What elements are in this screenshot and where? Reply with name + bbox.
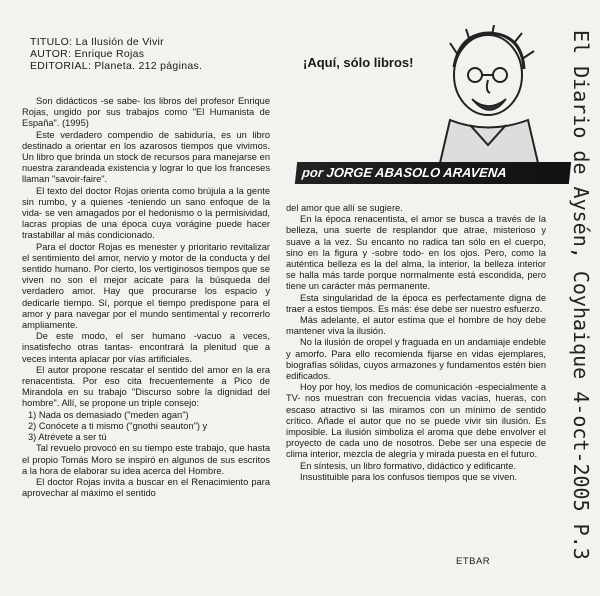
- paragraph: del amor que allí se sugiere.: [286, 203, 403, 213]
- paragraph: Hoy por hoy, los medios de comunicación -especialmente a TV- nos muestran con frecuencia vidas vacías, hueras, con escaso atractivo si las miramos con un mínimo de sentido crítico. Añade el autor que no se puede vivir sin ilusión. Es imposible. La ilusión simboliza el aroma que debe envolver el proyecto de cada uno de nosotros. Debe ser una especie de clima interior, mezcla de alegría y mirada puesta en el futuro.: [286, 382, 546, 460]
- signature: ETBAR: [456, 556, 491, 567]
- article-column-left: [22, 96, 270, 499]
- book-metadata: [30, 36, 202, 72]
- list-item: 1) Nada os demasiado ("meden agan"): [28, 409, 189, 420]
- paragraph: El texto del doctor Rojas orienta como brújula a la gente sin rumbo, y a quienes -teniendo un sano enfoque de la vida- se ven amagados por el hedonismo o la permisividad, lacras propias de una época cuya vorágine puede hacer trastabillar al más condicionado.: [22, 185, 270, 241]
- paragraph: Esta singularidad de la época es perfectamente digna de traer a estos tiempos. Es más: ése debe ser nuestro esfuerzo.: [286, 292, 546, 314]
- paragraph: El doctor Rojas invita a buscar en el Renacimiento para aprovechar al máximo el sentido: [22, 476, 270, 499]
- paragraph: Más adelante, el autor estima que el hombre de hoy debe mantener viva la ilusión.: [286, 315, 546, 337]
- byline-banner: [295, 162, 571, 184]
- paragraph: En síntesis, un libro formativo, didáctico y edificante.: [300, 460, 516, 471]
- list-item: 3) Atrévete a ser tú: [28, 432, 107, 443]
- book-editorial: EDITORIAL: Planeta. 212 páginas.: [30, 60, 203, 72]
- book-author: AUTOR: Enrique Rojas: [30, 48, 145, 60]
- handwritten-source-note: El Diario de Aysén, Coyhaique 4-oct-2005 P.3: [569, 30, 593, 560]
- paragraph: El autor propone rescatar el sentido del amor en la era renacentista. Por eso cita frecuentemente a Pico de Mirandola en su trabajo "Discurso sobre la dignidad del hombre". Allí, se propone un triple consejo:: [22, 364, 270, 409]
- byline-text: por JORGE ABASOLO ARAVENA: [301, 165, 508, 180]
- paragraph: Este verdadero compendio de sabiduría, es un libro destinado a orientar en los azarosos tiempos que vivimos. Un libro que brinda un stock de recursos para manejarse en nuestra zarandeada existencia y lograr lo que los franceses llaman "savoir-faire".: [22, 129, 270, 185]
- list-item: 2) Conócete a ti mismo ("gnothi seauton") y: [28, 420, 208, 431]
- author-caricature: [430, 25, 545, 165]
- column-heading: ¡Aquí, sólo libros!: [303, 55, 414, 70]
- paragraph: Tal revuelo provocó en su tiempo este trabajo, que hasta el propio Tomás Moro se inspiró en algunos de sus escritos a la hora de elaborar su idea acerca del Hombre.: [22, 443, 270, 476]
- book-title: TITULO: La Ilusión de Vivir: [30, 36, 164, 48]
- paragraph: De este modo, el ser humano -vacuo a veces, insatisfecho otras tantas- encontrará la plenitud que a veces intenta aplacar por vías artificiales.: [22, 331, 270, 364]
- article-column-right: [286, 203, 546, 483]
- paragraph: Insustituible para los confusos tiempos que se viven.: [300, 471, 518, 482]
- paragraph: En la época renacentista, el amor se busca a través de la belleza, una suerte de resplandor que atrae, misterioso y suave a la vez. Su encanto no radica tan sólo en el cuerpo, sino en la figura y -sobre todo- en los ojos. Pero, como la auténtica belleza es la del alma, la interior, la belleza interior se halla más tarde porque normalmente está escondida, pero tiene un carácter más permanente.: [286, 214, 546, 292]
- paragraph: No la ilusión de oropel y fraguada en un andamiaje endeble y amorfo. Para ello recomienda fijarse en vidas ejemplares, biografías sólidas, cuyos armazones y fundamentos estén bien edificados.: [286, 337, 546, 382]
- paragraph: Para el doctor Rojas es menester y prioritario revitalizar el sentimiento del amor, nervio y motor de la conducta y del sentido humano. Por cierto, los vertiginosos tiempos que se viven no son el mejor acicate para la búsqueda del verdadero amor. Hay que procurarse los espacio y dedicarle tiempo. Sí, porque el tiempo predispone para el amor y para navegar por el mundo sentimental y recorrerlo ampliamente.: [22, 241, 270, 331]
- paragraph: Son didácticos -se sabe- los libros del profesor Enrique Rojas, ungido por sus trabajos como "El Humanista de España". (1995): [22, 96, 270, 129]
